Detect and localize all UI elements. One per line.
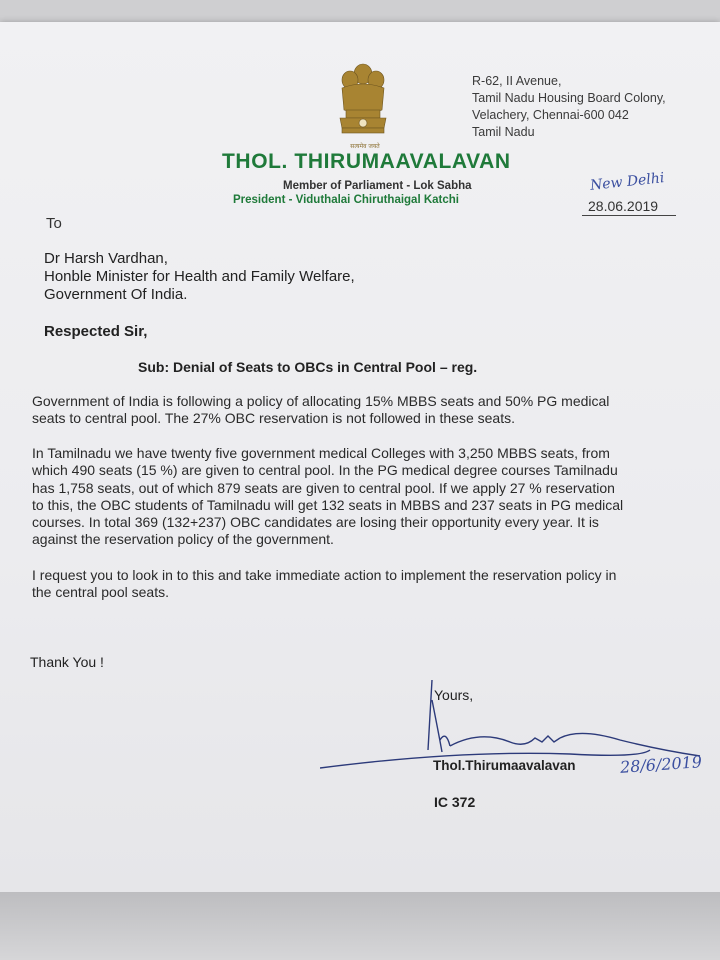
recipient-line: Dr Harsh Vardhan,: [44, 250, 168, 267]
address-line: R-62, II Avenue,: [472, 74, 562, 88]
date-underline: [582, 215, 676, 217]
address-line: Tamil Nadu Housing Board Colony,: [472, 91, 666, 105]
paragraph-line: I request you to look in to this and take immediate action to implement the reservation policy in: [32, 567, 617, 583]
address-line: Velachery, Chennai-600 042: [472, 108, 629, 122]
thank-you: Thank You !: [30, 654, 104, 670]
sender-role-mp: Member of Parliament - Lok Sabha: [283, 180, 472, 192]
paragraph-1: [32, 393, 692, 428]
to-label: To: [46, 215, 62, 232]
closing: Yours,: [434, 687, 474, 703]
signature-date: 28/6/2019: [619, 752, 703, 777]
paragraph-line: which 490 seats (15 %) are given to central pool. In the PG medical degree courses Tamilnadu: [32, 462, 618, 479]
paragraph-line: In Tamilnadu we have twenty five government medical Colleges with 3,250 MBBS seats, from: [32, 445, 610, 461]
paragraph-2: [32, 445, 692, 549]
page-shadow: [0, 892, 720, 960]
paragraph-line: seats to central pool. The 27% OBC reservation is not followed in these seats.: [32, 410, 515, 427]
paragraph-line: Government of India is following a policy of allocating 15% MBBS seats and 50% PG medical: [32, 393, 610, 409]
paragraph-line: against the reservation policy of the government.: [32, 531, 334, 548]
paragraph-line: to this, the OBC students of Tamilnadu will get 132 seats in MBBS and 237 seats in PG medical: [32, 496, 624, 513]
sender-address: [472, 73, 666, 141]
national-emblem-icon: [332, 58, 394, 152]
recipient-line: Government Of India.: [44, 286, 188, 303]
recipient-block: [44, 250, 355, 304]
paragraph-3: [32, 567, 692, 602]
recipient-line: Honble Minister for Health and Family Welfare,: [44, 268, 355, 285]
paragraph-line: has 1,758 seats, out of which 879 seats are given to central pool. If we apply 27 % reservation: [32, 479, 615, 496]
handwritten-place: New Delhi: [589, 170, 666, 194]
reference-number: IC 372: [434, 794, 476, 810]
signatory-name: Thol.Thirumaavalavan: [433, 758, 576, 773]
letter-date: 28.06.2019: [588, 198, 659, 214]
greeting: Respected Sir,: [44, 323, 148, 340]
sender-name: THOL. THIRUMAAVALAVAN: [222, 150, 511, 173]
address-line: Tamil Nadu: [472, 125, 535, 139]
subject-line: Sub: Denial of Seats to OBCs in Central Pool – reg.: [138, 359, 478, 375]
emblem-motto: सत्यमेव जयते: [350, 143, 380, 150]
paragraph-line: courses. In total 369 (132+237) OBC candidates are losing their opportunity every year. It is: [32, 514, 599, 531]
paragraph-line: the central pool seats.: [32, 584, 169, 601]
sender-role-party: President - Viduthalai Chiruthaigal Katchi: [233, 194, 459, 206]
